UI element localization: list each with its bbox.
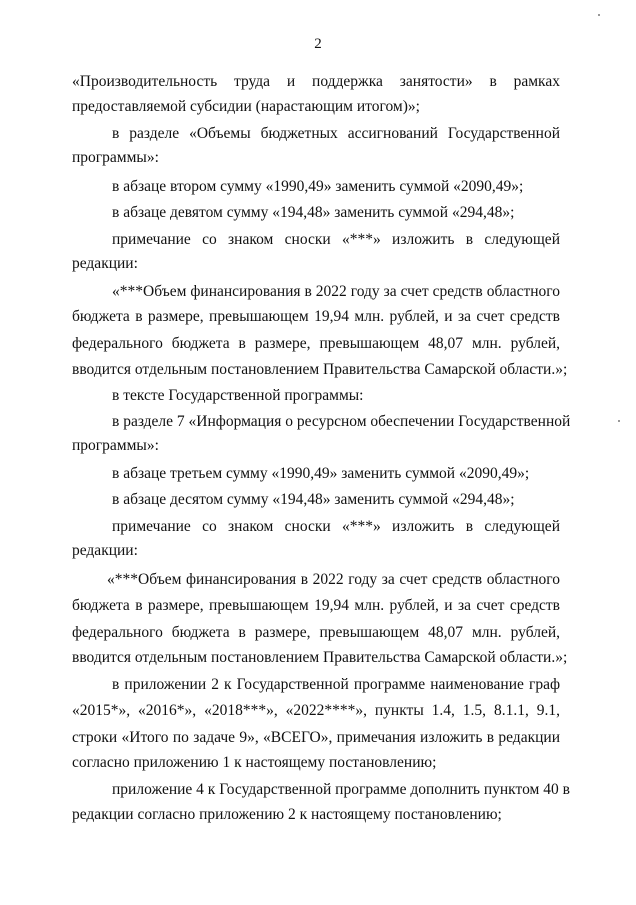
text-line: федерального бюджета в размере, превышающем 48,07 млн. рублей, [72, 624, 560, 641]
text-line: вводится отдельным постановлением Правительства Самарской области.»; [72, 361, 568, 378]
text-line: примечание со знаком сноски «***» изложить в следующей [112, 231, 560, 248]
text-line: приложение 4 к Государственной программе дополнить пунктом 40 в [112, 781, 570, 798]
text-line: строки «Итого по задаче 9», «ВСЕГО», примечания изложить в редакции [72, 729, 560, 746]
text-line: редакции согласно приложению 2 к настоящему постановлению; [72, 806, 502, 823]
text-line: программы»: [72, 437, 159, 454]
text-line: согласно приложению 1 к настоящему постановлению; [72, 754, 437, 771]
scan-speck [618, 420, 620, 422]
text-line: «Производительность труда и поддержка занятости» в рамках [72, 73, 560, 90]
text-line: предоставляемой субсидии (нарастающим итогом)»; [72, 98, 420, 115]
text-line: в приложении 2 к Государственной программе наименование граф [112, 676, 560, 693]
text-line: «***Объем финансирования в 2022 году за счет средств областного [107, 571, 560, 588]
text-line: редакции: [72, 255, 138, 272]
text-line: в абзаце десятом сумму «194,48» заменить суммой «294,48»; [112, 491, 515, 508]
text-line: примечание со знаком сноски «***» изложить в следующей [112, 518, 560, 535]
text-line: программы»: [72, 149, 159, 166]
text-line: в абзаце девятом сумму «194,48» заменить суммой «294,48»; [112, 204, 515, 221]
text-line: в разделе «Объемы бюджетных ассигнований Государственной [112, 125, 560, 142]
text-line: в абзаце третьем сумму «1990,49» заменить суммой «2090,49»; [112, 465, 530, 482]
text-line: бюджета в размере, превышающем 19,94 млн. рублей, и за счет средств [72, 597, 560, 614]
text-line: в разделе 7 «Информация о ресурсном обеспечении Государственной [112, 413, 571, 430]
text-line: вводится отдельным постановлением Правительства Самарской области.»; [72, 649, 568, 666]
scan-speck [598, 14, 600, 16]
text-line: «2015*», «2016*», «2018***», «2022****», пункты 1.4, 1.5, 8.1.1, 9.1, [72, 702, 560, 719]
text-line: редакции: [72, 542, 138, 559]
page-number: 2 [314, 36, 322, 52]
text-line: в абзаце втором сумму «1990,49» заменить суммой «2090,49»; [112, 178, 524, 195]
text-line: бюджета в размере, превышающем 19,94 млн. рублей, и за счет средств [72, 308, 560, 325]
text-line: федерального бюджета в размере, превышающем 48,07 млн. рублей, [72, 335, 560, 352]
text-line: «***Объем финансирования в 2022 году за счет средств областного [112, 283, 560, 300]
text-line: в тексте Государственной программы: [112, 387, 364, 404]
